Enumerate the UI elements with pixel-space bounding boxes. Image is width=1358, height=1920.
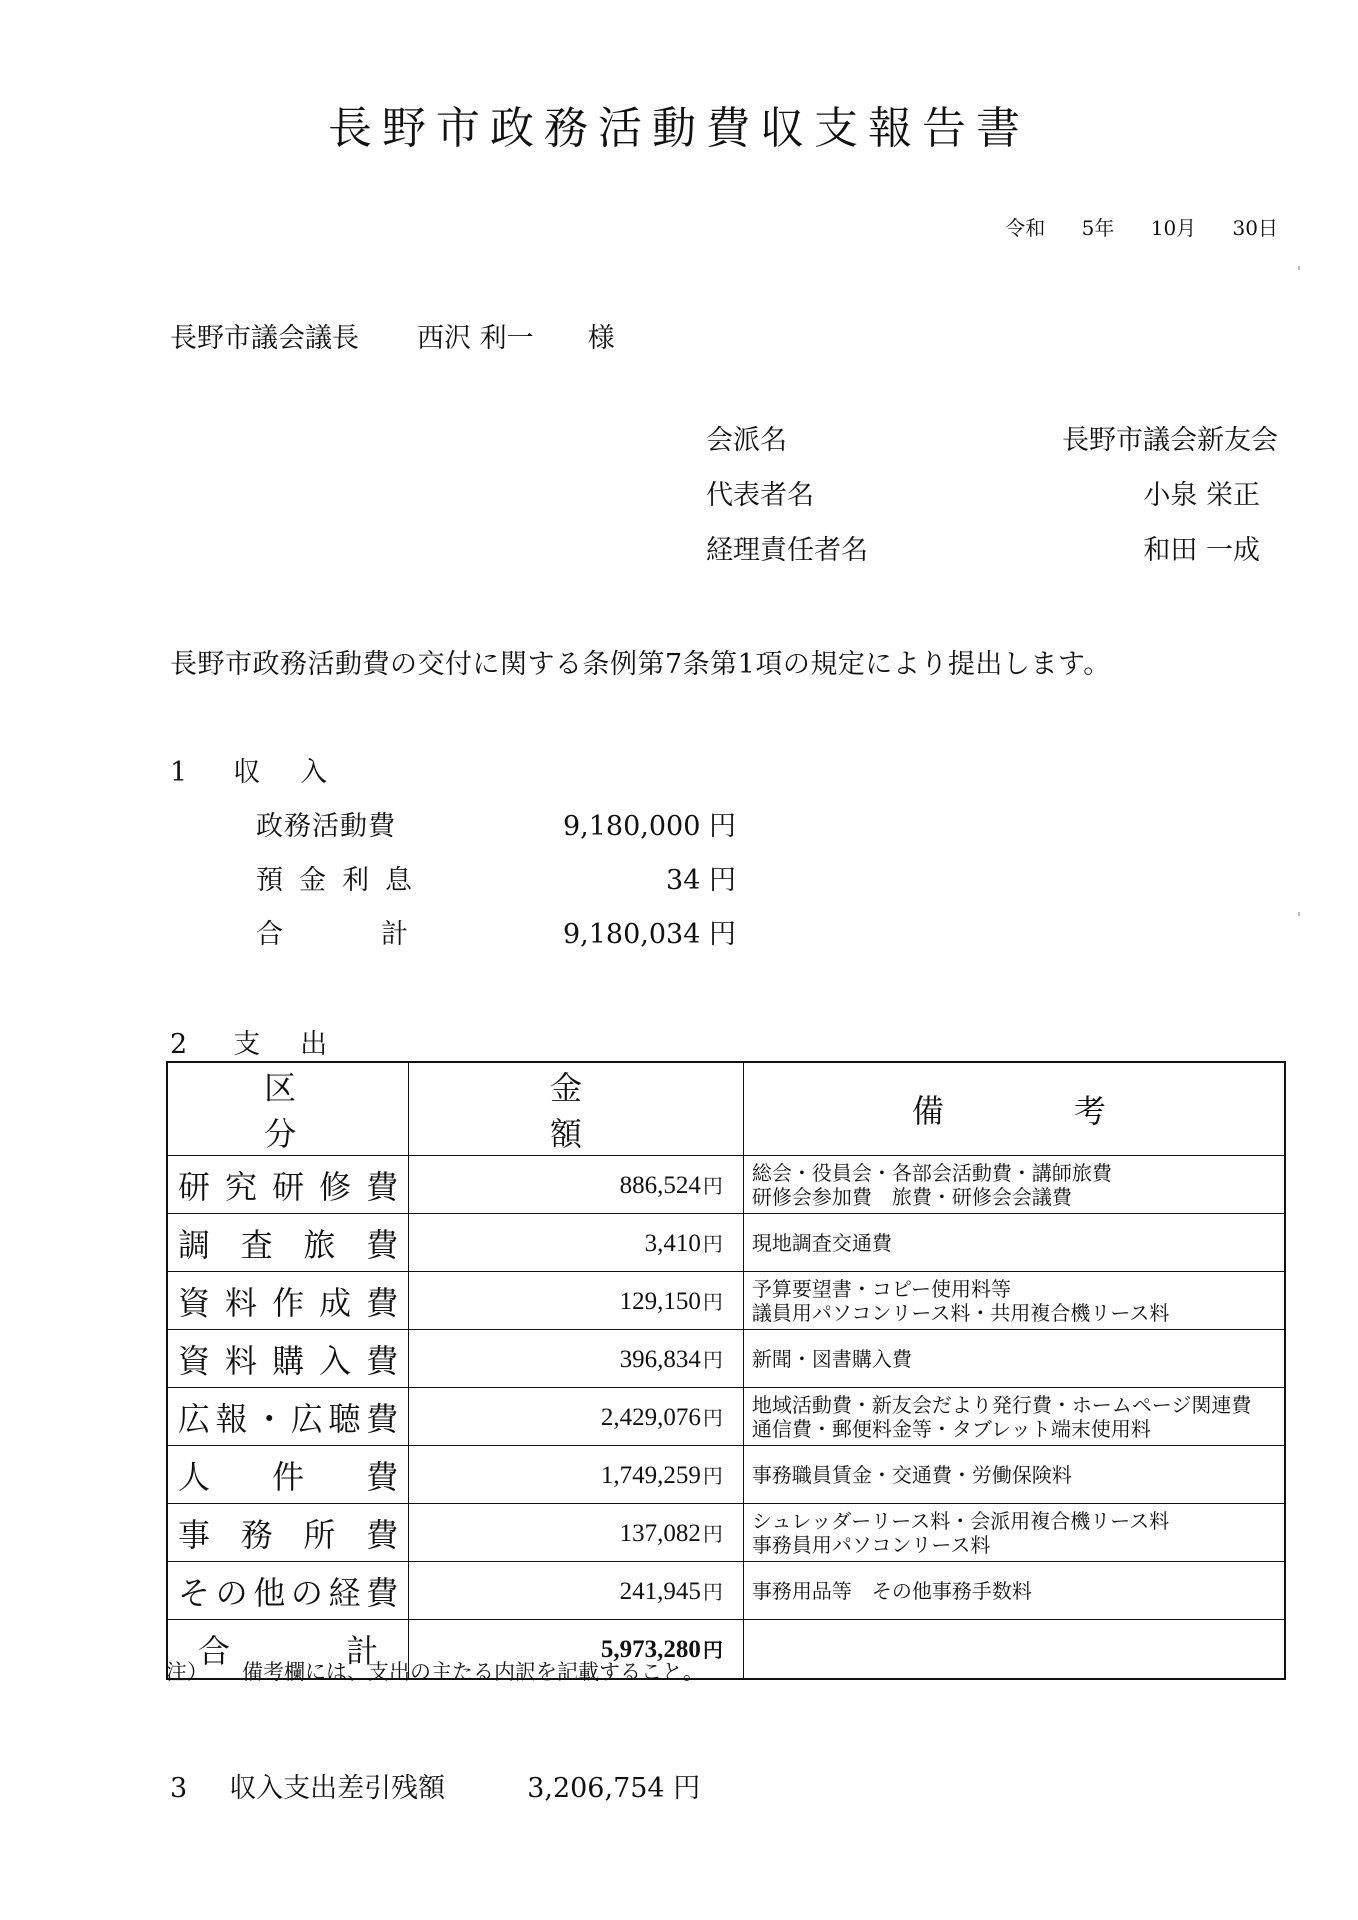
column-header-amount: 金額 xyxy=(409,1062,744,1156)
row-amount: 1,749,259 円 xyxy=(409,1446,744,1504)
row-category: 研究研修費 xyxy=(167,1156,409,1214)
income-number: 1 xyxy=(170,757,188,788)
row-remarks: 事務職員賃金・交通費・労働保険料 xyxy=(743,1446,1285,1504)
row-remarks: 事務用品等 その他事務手数料 xyxy=(743,1562,1285,1620)
expenditure-number: 2 xyxy=(170,1029,188,1060)
row-category: その他の経費 xyxy=(167,1562,409,1620)
table-row xyxy=(167,1562,1285,1620)
addressee xyxy=(170,316,615,355)
expenditure-table xyxy=(166,1061,1286,1680)
representative-label: 代表者名 xyxy=(706,480,814,511)
income-title: 収入 xyxy=(233,757,368,788)
table-row xyxy=(167,1214,1285,1272)
scan-mark xyxy=(1298,912,1300,916)
expenditure-title: 支出 xyxy=(233,1029,368,1060)
column-header-remarks: 備考 xyxy=(743,1062,1285,1156)
table-row xyxy=(167,1330,1285,1388)
addressee-office: 長野市議会議長 xyxy=(170,323,359,354)
row-remarks: 予算要望書・コピー使用料等 議員用パソコンリース料・共用複合機リース料 xyxy=(743,1272,1285,1330)
row-remarks: シュレッダーリース料・会派用複合機リース料 事務員用パソコンリース料 xyxy=(743,1504,1285,1562)
row-category: 資料作成費 xyxy=(167,1272,409,1330)
row-amount: 241,945 円 xyxy=(409,1562,744,1620)
date-era: 令和 xyxy=(1005,216,1046,240)
row-category: 調査旅費 xyxy=(167,1214,409,1272)
accountant-label: 経理責任者名 xyxy=(706,535,868,566)
faction-name-value: 長野市議会新友会 xyxy=(1062,425,1278,456)
balance-line xyxy=(170,1766,700,1805)
column-header-category: 区分 xyxy=(167,1062,409,1156)
income-item-amount: 9,180,000 円 xyxy=(562,811,736,842)
row-remarks: 現地調査交通費 xyxy=(743,1214,1285,1272)
row-category: 資料購入費 xyxy=(167,1330,409,1388)
table-note xyxy=(166,1656,704,1686)
income-total-label: 合計 xyxy=(256,919,506,950)
total-remarks xyxy=(743,1620,1285,1680)
row-amount: 3,410 円 xyxy=(409,1214,744,1272)
total-amount: 5,973,280 円 xyxy=(409,1620,744,1680)
balance-amount: 3,206,754 円 xyxy=(527,1773,701,1804)
row-category: 人件費 xyxy=(167,1446,409,1504)
balance-number: 3 xyxy=(170,1773,188,1804)
row-amount: 886,524 円 xyxy=(409,1156,744,1214)
intro-statement: 長野市政務活動費の交付に関する条例第7条第1項の規定により提出します。 xyxy=(170,649,1111,680)
income-item-amount: 34 円 xyxy=(666,865,736,896)
income-heading xyxy=(170,750,367,789)
table-header-row xyxy=(167,1062,1285,1156)
income-total-amount: 9,180,034 円 xyxy=(562,919,736,950)
table-row xyxy=(167,1504,1285,1562)
date-year: 5年 xyxy=(1081,216,1115,240)
report-title: 長野市政務活動費収支報告書 xyxy=(328,103,1030,154)
row-amount: 396,834 円 xyxy=(409,1330,744,1388)
table-row xyxy=(167,1156,1285,1214)
note-prefix: 注） xyxy=(166,1660,208,1684)
scan-mark xyxy=(1298,266,1300,270)
date-month: 10月 xyxy=(1150,216,1197,240)
row-remarks: 総会・役員会・各部会活動費・講師旅費 研修会参加費 旅費・研修会会議費 xyxy=(743,1156,1285,1214)
total-label: 合計 xyxy=(167,1620,409,1680)
row-remarks: 地域活動費・新友会だより発行費・ホームページ関連費 通信費・郵便料金等・タブレット端末使用料 xyxy=(743,1388,1285,1446)
table-row xyxy=(167,1272,1285,1330)
faction-name-label: 会派名 xyxy=(706,425,787,456)
accountant-value: 和田 一成 xyxy=(1143,535,1260,566)
balance-label: 収入支出差引残額 xyxy=(229,1773,446,1804)
addressee-name: 西沢 利一 xyxy=(417,323,534,354)
income-item-label: 政務活動費 xyxy=(256,811,396,842)
row-remarks: 新聞・図書購入費 xyxy=(743,1330,1285,1388)
representative-value: 小泉 栄正 xyxy=(1143,480,1260,511)
addressee-honorific: 様 xyxy=(587,323,615,354)
expenditure-heading xyxy=(170,1022,367,1061)
date-day: 30日 xyxy=(1232,216,1278,240)
row-amount: 137,082 円 xyxy=(409,1504,744,1562)
income-item-label: 預金利息 xyxy=(256,865,428,896)
row-amount: 2,429,076 円 xyxy=(409,1388,744,1446)
note-text: 備考欄には、支出の主たる内訳を記載すること。 xyxy=(242,1660,704,1684)
report-date xyxy=(1005,212,1278,241)
table-row xyxy=(167,1446,1285,1504)
row-category: 事務所費 xyxy=(167,1504,409,1562)
table-row xyxy=(167,1388,1285,1446)
row-amount: 129,150 円 xyxy=(409,1272,744,1330)
row-category: 広報・広聴費 xyxy=(167,1388,409,1446)
